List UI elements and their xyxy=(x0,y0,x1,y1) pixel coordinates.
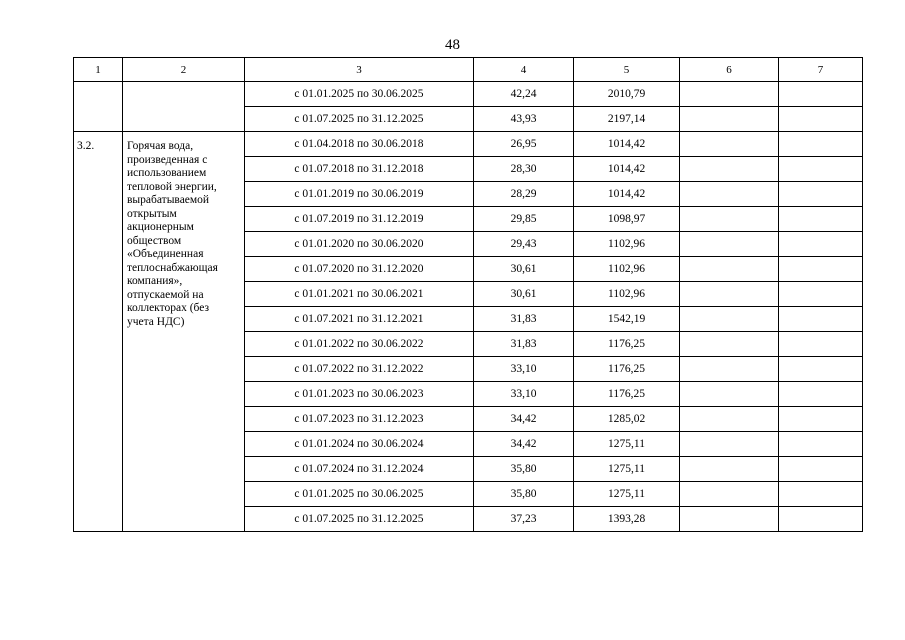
description-line: тепловой энергии, xyxy=(127,180,217,193)
description-line: отпускаемой на xyxy=(127,288,204,301)
period-cell: с 01.01.2025 по 30.06.2025 xyxy=(245,482,474,507)
value-col7-cell xyxy=(779,432,863,457)
column-header: 5 xyxy=(574,58,680,82)
value-col6-cell xyxy=(680,132,779,157)
column-header: 7 xyxy=(779,58,863,82)
value-col4-cell: 28,29 xyxy=(474,182,574,207)
column-header: 3 xyxy=(245,58,474,82)
value-col6-cell xyxy=(680,82,779,107)
column-header: 6 xyxy=(680,58,779,82)
value-col4-cell: 29,43 xyxy=(474,232,574,257)
value-col4-cell: 30,61 xyxy=(474,257,574,282)
section-description xyxy=(123,132,245,532)
value-col4-cell: 42,24 xyxy=(474,82,574,107)
value-col7-cell xyxy=(779,307,863,332)
value-col5-cell: 1098,97 xyxy=(574,207,680,232)
value-col4-cell: 26,95 xyxy=(474,132,574,157)
value-col7-cell xyxy=(779,132,863,157)
value-col5-cell: 1014,42 xyxy=(574,157,680,182)
column-header: 1 xyxy=(74,58,123,82)
value-col6-cell xyxy=(680,232,779,257)
description-line: теплоснабжающая xyxy=(127,261,218,274)
period-cell: с 01.01.2019 по 30.06.2019 xyxy=(245,182,474,207)
value-col6-cell xyxy=(680,207,779,232)
value-col5-cell: 1102,96 xyxy=(574,232,680,257)
value-col4-cell: 34,42 xyxy=(474,432,574,457)
description-line: Горячая вода, xyxy=(127,140,194,152)
value-col6-cell xyxy=(680,382,779,407)
value-col5-cell: 1014,42 xyxy=(574,182,680,207)
period-cell: с 01.01.2023 по 30.06.2023 xyxy=(245,382,474,407)
value-col4-cell: 34,42 xyxy=(474,407,574,432)
value-col5-cell: 1275,11 xyxy=(574,482,680,507)
period-cell: с 01.07.2022 по 31.12.2022 xyxy=(245,357,474,382)
tariff-table xyxy=(73,57,863,532)
value-col4-cell: 31,83 xyxy=(474,332,574,357)
value-col5-cell: 1176,25 xyxy=(574,332,680,357)
value-col6-cell xyxy=(680,457,779,482)
value-col6-cell xyxy=(680,182,779,207)
period-cell: с 01.01.2021 по 30.06.2021 xyxy=(245,282,474,307)
value-col5-cell: 1275,11 xyxy=(574,457,680,482)
column-header: 4 xyxy=(474,58,574,82)
value-col5-cell: 1102,96 xyxy=(574,257,680,282)
value-col6-cell xyxy=(680,282,779,307)
value-col7-cell xyxy=(779,507,863,532)
table-row xyxy=(74,82,863,107)
value-col6-cell xyxy=(680,482,779,507)
value-col7-cell xyxy=(779,357,863,382)
value-col5-cell: 1176,25 xyxy=(574,357,680,382)
value-col7-cell xyxy=(779,157,863,182)
value-col5-cell: 1102,96 xyxy=(574,282,680,307)
value-col5-cell: 1285,02 xyxy=(574,407,680,432)
description-line: произведенная с xyxy=(127,153,208,166)
value-col7-cell xyxy=(779,282,863,307)
value-col7-cell xyxy=(779,457,863,482)
value-col5-cell: 1014,42 xyxy=(574,132,680,157)
value-col5-cell: 2010,79 xyxy=(574,82,680,107)
value-col4-cell: 29,85 xyxy=(474,207,574,232)
period-cell: с 01.04.2018 по 30.06.2018 xyxy=(245,132,474,157)
empty-description-cell xyxy=(123,82,245,132)
value-col4-cell: 30,61 xyxy=(474,282,574,307)
value-col5-cell: 1393,28 xyxy=(574,507,680,532)
value-col6-cell xyxy=(680,357,779,382)
value-col7-cell xyxy=(779,482,863,507)
description-line: обществом xyxy=(127,234,182,247)
description-line: использованием xyxy=(127,167,207,179)
value-col7-cell xyxy=(779,182,863,207)
value-col5-cell: 1275,11 xyxy=(574,432,680,457)
value-col7-cell xyxy=(779,82,863,107)
period-cell: с 01.07.2025 по 31.12.2025 xyxy=(245,107,474,132)
page-number: 48 xyxy=(445,37,460,53)
value-col6-cell xyxy=(680,157,779,182)
value-col6-cell xyxy=(680,332,779,357)
period-cell: с 01.01.2022 по 30.06.2022 xyxy=(245,332,474,357)
value-col6-cell xyxy=(680,107,779,132)
value-col6-cell xyxy=(680,432,779,457)
value-col4-cell: 33,10 xyxy=(474,357,574,382)
value-col7-cell xyxy=(779,232,863,257)
value-col7-cell xyxy=(779,107,863,132)
period-cell: с 01.07.2024 по 31.12.2024 xyxy=(245,457,474,482)
value-col7-cell xyxy=(779,257,863,282)
description-line: компания», xyxy=(127,275,183,287)
value-col6-cell xyxy=(680,407,779,432)
value-col7-cell xyxy=(779,382,863,407)
description-line: учета НДС) xyxy=(127,315,185,328)
value-col4-cell: 28,30 xyxy=(474,157,574,182)
description-line: «Объединенная xyxy=(127,248,204,260)
value-col4-cell: 35,80 xyxy=(474,457,574,482)
value-col4-cell: 35,80 xyxy=(474,482,574,507)
period-cell: с 01.07.2023 по 31.12.2023 xyxy=(245,407,474,432)
description-line: коллекторах (без xyxy=(127,302,210,314)
period-cell: с 01.07.2020 по 31.12.2020 xyxy=(245,257,474,282)
description-line: акционерным xyxy=(127,221,194,233)
period-cell: с 01.01.2025 по 30.06.2025 xyxy=(245,82,474,107)
table-header-row xyxy=(74,58,863,82)
value-col5-cell: 1542,19 xyxy=(574,307,680,332)
period-cell: с 01.07.2021 по 31.12.2021 xyxy=(245,307,474,332)
value-col7-cell xyxy=(779,332,863,357)
value-col4-cell: 31,83 xyxy=(474,307,574,332)
value-col7-cell xyxy=(779,207,863,232)
empty-number-cell xyxy=(74,82,123,132)
value-col6-cell xyxy=(680,507,779,532)
value-col4-cell: 43,93 xyxy=(474,107,574,132)
period-cell: с 01.01.2020 по 30.06.2020 xyxy=(245,232,474,257)
period-cell: с 01.07.2019 по 31.12.2019 xyxy=(245,207,474,232)
value-col4-cell: 33,10 xyxy=(474,382,574,407)
value-col5-cell: 2197,14 xyxy=(574,107,680,132)
value-col4-cell: 37,23 xyxy=(474,507,574,532)
value-col5-cell: 1176,25 xyxy=(574,382,680,407)
description-line: вырабатываемой xyxy=(127,194,210,206)
period-cell: с 01.01.2024 по 30.06.2024 xyxy=(245,432,474,457)
value-col6-cell xyxy=(680,257,779,282)
table-row xyxy=(74,132,863,157)
section-number: 3.2. xyxy=(74,132,123,532)
value-col7-cell xyxy=(779,407,863,432)
period-cell: с 01.07.2025 по 31.12.2025 xyxy=(245,507,474,532)
column-header: 2 xyxy=(123,58,245,82)
period-cell: с 01.07.2018 по 31.12.2018 xyxy=(245,157,474,182)
description-line: открытым xyxy=(127,207,177,220)
value-col6-cell xyxy=(680,307,779,332)
